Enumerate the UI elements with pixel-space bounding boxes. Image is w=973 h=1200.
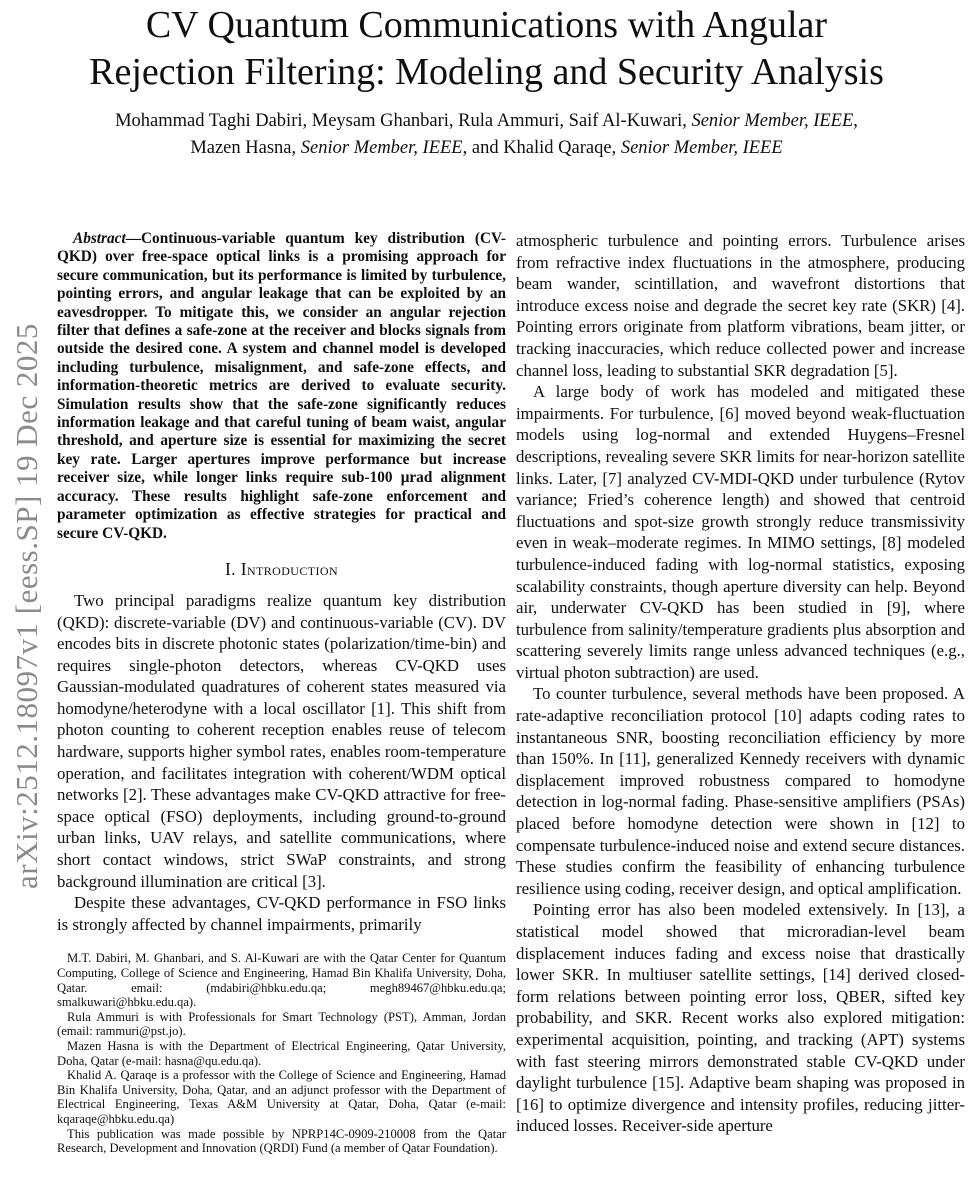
author-list	[0, 108, 973, 162]
abstract-text: —Continuous-variable quantum key distribution (CV-QKD) over free-space optical links is a promising approach for secure communication, but its performance is limited by turbulence, pointing errors, and angular leakage that can be exploited by an eavesdropper. To mitigate this, we consider an angular rejection filter that defines a safe-zone at the receiver and blocks signals from outside the desired cone. A system and channel model is developed including turbulence, misalignment, and safe-zone effects, and information-theoretic metrics are derived to evaluate security. Simulation results show that the safe-zone significantly reduces information leakage and that careful tuning of beam waist, angular threshold, and aperture size is essential for maximizing the secret key rate. Larger apertures improve performance but increase receiver size, while longer links require sub-100 μrad alignment accuracy. These results highlight safe-zone enforcement and parameter optimization as effective strategies for practical and secure CV-QKD.	[57, 230, 506, 542]
author-line-1	[0, 108, 973, 135]
section-heading-introduction: I. Introduction	[224, 558, 339, 579]
title-line-1: CV Quantum Communications with Angular	[145, 4, 828, 46]
author-footnotes	[57, 951, 506, 1155]
body-paragraph-4: Pointing error has also been modeled extensively. In [13], a statistical model showed that microradian-level beam displacement induces fading and excess noise that drastically lower SKR. In multiuser satellite settings, [14] derived closed-form relations between pointing error loss, QBER, sifted key probability, and SKR. Recent works also explored mitigation: experimental acquisition, pointing, and tracking (APT) systems with fast steering mirrors demonstrated stable CV-QKD under daylight turbulence [15]. Adaptive beam shaping was proposed in [16] to optimize divergence and intensity profiles, reducing jitter-induced losses. Receiver-side aperture	[516, 900, 965, 1136]
paper-title	[0, 2, 973, 96]
title-line-2: Rejection Filtering: Modeling and Security Analysis	[89, 51, 884, 93]
body-paragraph-2: A large body of work has modeled and mitigated these impairments. For turbulence, [6] moved beyond weak-fluctuation models using log-normal and extended Huygens–Fresnel descriptions, revealing severe SKR limits for near-horizon satellite links. Later, [7] analyzed CV-MDI-QKD under turbulence (Rytov variance; Fried’s coherence length) and showed that centroid fluctuations and spot-size growth strongly reduce transmissivity even in weak–moderate regimes. In MIMO settings, [8] modeled turbulence-induced fading with log-normal statistics, exposing scalability constraints, though aperture diversity can help. Beyond air, underwater CV-QKD has been studied in [9], where turbulence from salinity/temperature gradients plus absorption and scattering severely limits range unless advanced techniques (e.g., virtual photon subtraction) are used.	[516, 382, 965, 682]
arxiv-watermark: arXiv:2512.18097v1 [eess.SP] 19 Dec 2025	[9, 323, 44, 889]
abstract	[57, 230, 506, 543]
body-paragraph-1: atmospheric turbulence and pointing errors. Turbulence arises from refractive index fluctuations in the atmosphere, producing beam wander, scintillation, and wavefront distortions that introduce excess noise and degrade the secret key rate (SKR) [4]. Pointing errors originate from platform vibrations, beam jitter, or tracking inaccuracies, which reduce collected power and increase channel loss, leading to substantial SKR degradation [5].	[516, 231, 965, 380]
body-paragraph-3: To counter turbulence, several methods have been proposed. A rate-adaptive reconciliation protocol [10] adapts coding rates to instantaneous SNR, boosting reconciliation efficiency by more than 150%. In [11], generalized Kennedy receivers with dynamic displacement improved robustness compared to homodyne detection in log-normal fading. Phase-sensitive amplifiers (PSAs) placed before homodyne detection were shown in [12] to compensate turbulence-induced noise and extend secure distances. These studies confirm the feasibility of enhancing turbulence resilience using coding, receiver design, and optical amplification.	[516, 684, 965, 898]
author-title: Senior Member, IEEE	[620, 138, 783, 158]
author-title: Senior Member, IEEE	[300, 138, 463, 158]
right-column	[516, 230, 965, 1156]
author-names: Mazen Hasna,	[190, 138, 301, 158]
author-title: Senior Member, IEEE	[691, 111, 854, 131]
two-column-body	[0, 230, 973, 1156]
author-separator: ,	[853, 111, 858, 131]
author-names: Mohammad Taghi Dabiri, Meysam Ghanbari, Rula Ammuri, Saif Al-Kuwari,	[115, 111, 692, 131]
author-names: , and Khalid Qaraqe,	[462, 138, 621, 158]
footnote-affiliation-1: M.T. Dabiri, M. Ghanbari, and S. Al-Kuwari are with the Qatar Center for Quantum Computing, College of Science and Engineering, Hamad Bin Khalifa University, Doha, Qatar. email: (mdabiri@hbku.edu.qa; megh89467@hbku.edu.qa; smalkuwari@hbku.edu.qa).	[57, 951, 506, 1010]
abstract-label: Abstract	[73, 230, 126, 247]
intro-paragraph-1: Two principal paradigms realize quantum key distribution (QKD): discrete-variable (DV) and continuous-variable (CV). DV encodes bits in discrete photonic states (polarization/time-bin) and requires single-photon detectors, whereas CV-QKD uses Gaussian-modulated quadratures of coherent states measured via homodyne/heterodyne with a local oscillator [1]. This shift from photon counting to coherent reception enables reuse of telecom hardware, supports higher symbol rates, enables room-temperature operation, and facilitates integration with coherent/WDM optical networks [2]. These advantages make CV-QKD attractive for free-space optical (FSO) deployments, including ground-to-ground urban links, UAV relays, and satellite communications, where short contact windows, strict SWaP constraints, and strong background illumination are critical [3].	[57, 590, 506, 891]
left-column	[57, 230, 506, 1156]
footnote-affiliation-2: Rula Ammuri is with Professionals for Smart Technology (PST), Amman, Jordan (email: rammuri@pst.jo).	[57, 1009, 506, 1039]
paper-header	[0, 0, 973, 162]
intro-paragraph-2: Despite these advantages, CV-QKD performance in FSO links is strongly affected by channel impairments, primarily	[57, 893, 506, 934]
footnote-affiliation-3: Mazen Hasna is with the Department of Electrical Engineering, Qatar University, Doha, Qatar (e-mail: hasna@qu.edu.qa).	[57, 1038, 506, 1068]
footnote-funding: This publication was made possible by NPRP14C-0909-210008 from the Qatar Research, Development and Innovation (QRDI) Fund (a member of Qatar Foundation).	[57, 1126, 506, 1156]
footnote-affiliation-4: Khalid A. Qaraqe is a professor with the College of Science and Engineering, Hamad Bin Khalifa University, Doha, Qatar, and an adjunct professor with the Department of Electrical Engineering, Texas A&M University at Qatar, Doha, Qatar (e-mail: kqaraqe@hbku.edu.qa)	[57, 1068, 506, 1126]
author-line-2	[0, 135, 973, 162]
